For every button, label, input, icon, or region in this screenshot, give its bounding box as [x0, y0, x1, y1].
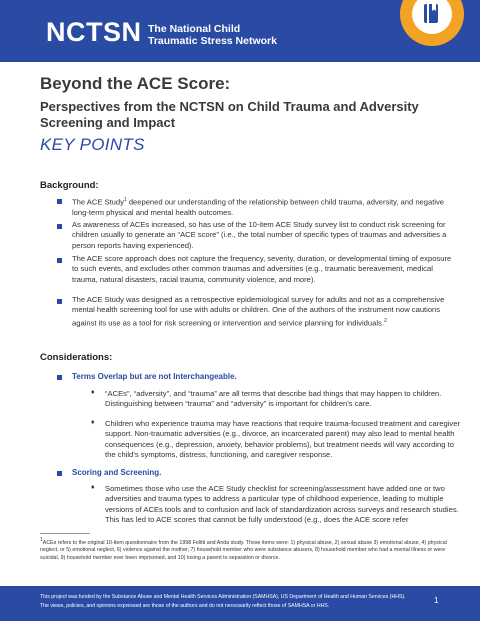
bullet-square	[57, 258, 62, 263]
background-item-1	[72, 195, 452, 218]
background-item-1-rest: deepened our understanding of the relationship between child trauma, adversity, and negative long-term physical and mental health outcomes.	[72, 197, 445, 217]
footnote-ref: 1	[123, 197, 127, 203]
page-header	[0, 0, 480, 62]
terms-overlap-heading: Terms Overlap but are not Interchangeable.	[72, 372, 237, 381]
badge	[400, 0, 464, 46]
bullet-diamond: ♦	[91, 484, 95, 491]
page-number: 1	[434, 596, 439, 605]
terms-item-1: “ACEs”, “adversity”, and “trauma” are all terms that describe bad things that may happen to children. Distinguishing between “trauma” and “adversity” is important for children’s care.	[105, 389, 442, 409]
footnote-marker: 1	[40, 537, 43, 543]
bullet-diamond: ♦	[91, 419, 95, 426]
footnote-divider	[40, 533, 90, 534]
badge-inner	[412, 0, 452, 34]
page-footer	[0, 586, 480, 621]
scoring-item-1: Sometimes those who use the ACE Study checklist for screening/assessment have added one or two adversities and trauma types to address a particular type of childhood experience, leading to multiple versions of ACEs tools and to confusion and lack of standardization across surveys and research studies. This has led to ACE scores that cannot be fully understood (e.g., does the ACE score refer	[105, 484, 459, 525]
considerations-heading: Considerations:	[40, 352, 113, 363]
background-item-3: The ACE score approach does not capture the frequency, severity, duration, or developmental timing of exposure to such events, and excludes other common traumas and adversities (e.g., traumatic bereavement, medical trauma, natural disasters, racial trauma, community violence, and more).	[72, 254, 452, 284]
background-item-1-text: The ACE Study	[72, 197, 124, 207]
page-subtitle: Perspectives from the NCTSN on Child Trauma and Adversity Screening and Impact	[40, 99, 419, 130]
org-name-line2: Traumatic Stress Network	[148, 35, 277, 47]
background-item-4	[72, 295, 462, 329]
page-title: Beyond the ACE Score:	[40, 74, 231, 93]
footnote-text: ACEs refers to the original 10-item questionnaire from the 1998 Felitti and Anda study. Those items were: 1) physical abuse, 2) sexual abuse 3) emotional abuse, 4) physical neglect, or 5) emotional neglect, 6) violence against the mother, 7) household member who were substance abusers, 8) household member who had a mental illness or were suicidal, 9) household member ever been imprisoned, and 10) losing a parent to separation or divorce.	[40, 539, 447, 561]
background-item-2: As awareness of ACEs increased, so has use of the 10-item ACE Study survey list to conduct risk screening for children usually to generate an “ACE score” (i.e., the total number of specific types of traumas and adversities a person reports having experienced).	[72, 220, 447, 250]
footnote	[40, 537, 450, 562]
background-heading: Background:	[40, 180, 99, 191]
background-item-4-text: The ACE Study was designed as a retrospective epidemiological survey for adults and not as a comprehensive mental health screening tool for use with adults or children. One of the authors of the instrument now cautions against its use as a tool for risk screening or intervention and service planning for individuals.	[72, 295, 445, 328]
bullet-square	[57, 375, 62, 380]
bullet-square	[57, 471, 62, 476]
funding-statement: This project was funded by the Substance Abuse and Mental Health Services Administration (SAMHSA), US Department of Health and Human Services (HHS). The views, policies, and opinions expressed are those of the authors and do not necessarily reflect those of SAMHSA or HHS.	[40, 594, 406, 609]
org-name-line1: The National Child	[148, 23, 241, 35]
footnote-ref: 2	[383, 317, 387, 324]
org-name	[148, 23, 277, 47]
bullet-diamond: ♦	[91, 389, 95, 396]
terms-item-2: Children who experience trauma may have reactions that require trauma-focused treatment and caregiver support. Non-traumatic adversities (e.g., divorce, an incarcerated parent) may also lead to mental health consequences (e.g., depression, anxiety, behavior problems), but treatment needs will vary according to the child’s symptoms, distress, functioning, and caregiver response.	[105, 419, 460, 460]
bullet-square	[57, 224, 62, 229]
bullet-square	[57, 199, 62, 204]
bullet-square	[57, 299, 62, 304]
scoring-screening-heading: Scoring and Screening.	[72, 468, 162, 477]
key-points-heading: KEY POINTS	[40, 135, 145, 154]
nctsn-logo: NCTSN	[46, 17, 142, 47]
book-icon	[422, 3, 442, 25]
